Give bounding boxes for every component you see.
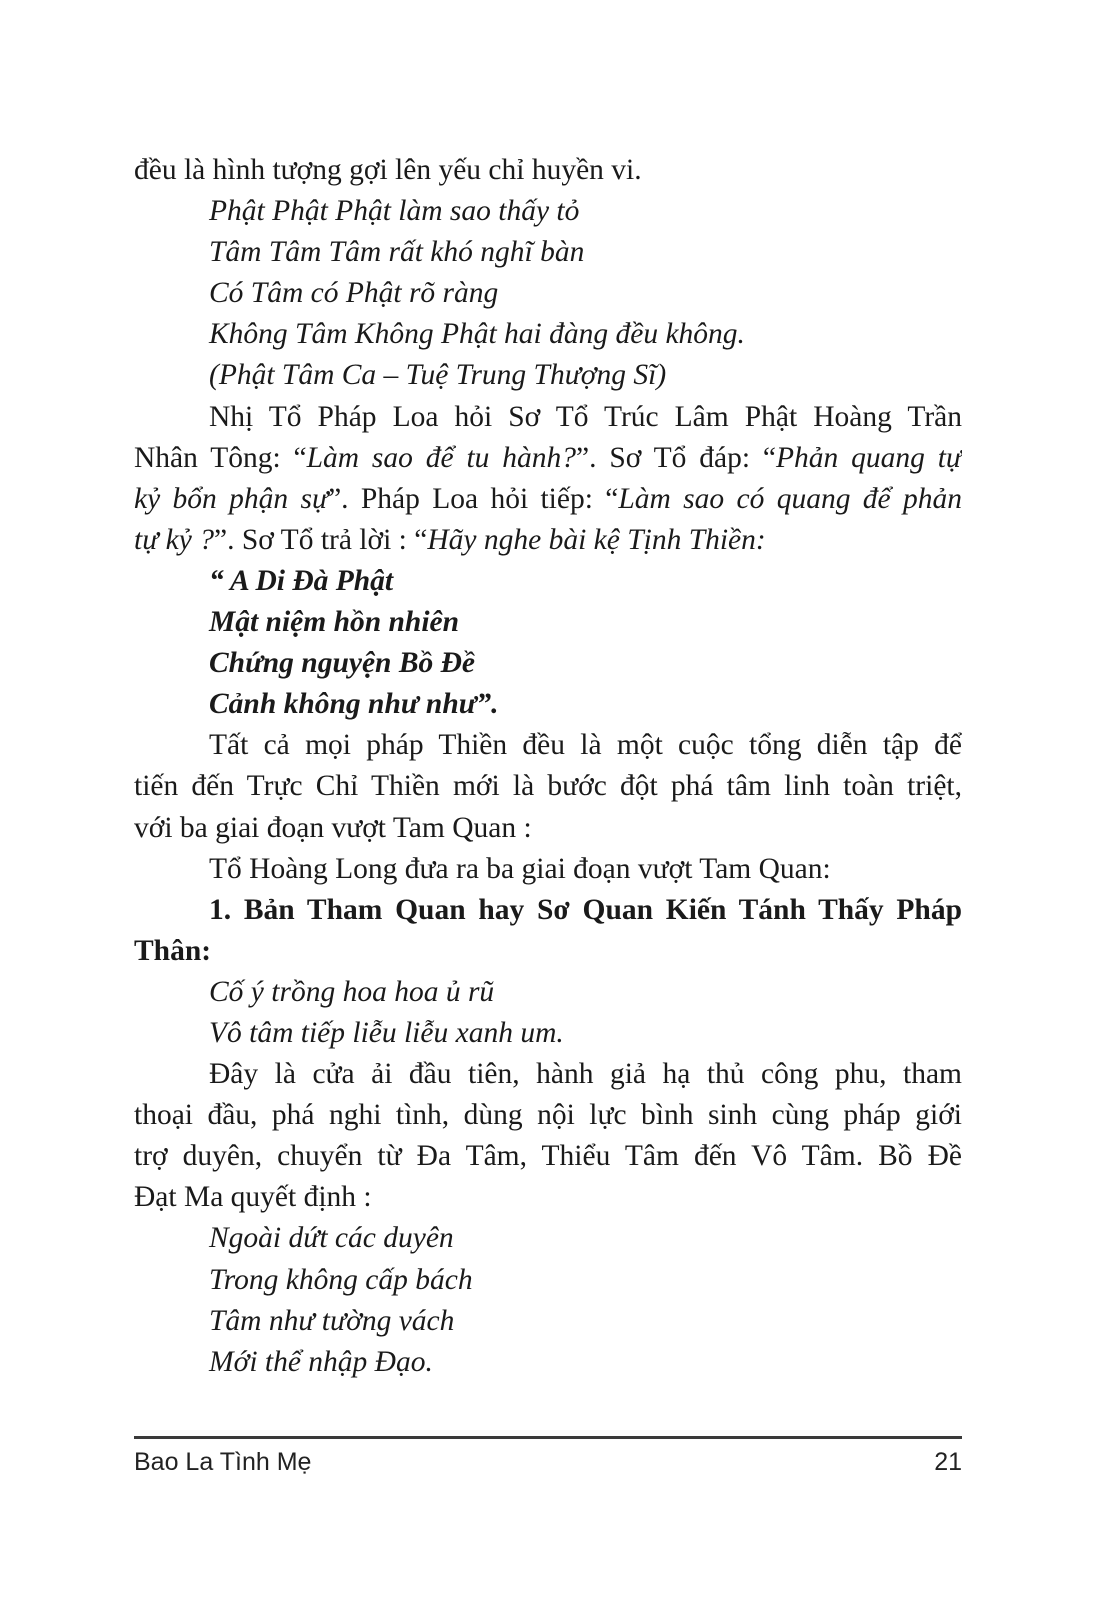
paragraph-line: Đạt Ma quyết định : <box>134 1181 372 1214</box>
page-body <box>134 150 962 1383</box>
paragraph-line <box>134 438 962 479</box>
verse-line: Trong không cấp bách <box>209 1263 473 1296</box>
quote-run: Hãy nghe bài kệ Tịnh Thiền: <box>427 523 766 556</box>
page-footer <box>134 1448 962 1477</box>
text-run: Nhân Tông: “ <box>134 441 307 474</box>
gatha-line: Chứng nguyện Bồ Đề <box>209 647 476 680</box>
page-number: 21 <box>934 1448 962 1476</box>
paragraph-line: trợ duyên, chuyển từ Đa Tâm, Thiểu Tâm đến Vô Tâm. Bồ Đề <box>134 1140 962 1173</box>
verse-line: Cố ý trồng hoa hoa ủ rũ <box>209 975 495 1008</box>
section-heading: 1. Bản Tham Quan hay Sơ Quan Kiến Tánh Thấy Pháp <box>209 893 962 926</box>
paragraph-line: Đây là cửa ải đầu tiên, hành giả hạ thủ công phu, tham <box>209 1058 962 1091</box>
verse-line: Ngoài dứt các duyên <box>209 1222 454 1255</box>
gatha-line: Mật niệm hồn nhiên <box>209 606 460 639</box>
gatha-line: “ A Di Đà Phật <box>209 564 394 597</box>
quote-run: tự kỷ ? <box>134 523 214 556</box>
verse-line: Phật Phật Phật làm sao thấy tỏ <box>209 195 580 228</box>
paragraph-line: Tất cả mọi pháp Thiền đều là một cuộc tổng diễn tập để <box>209 729 962 762</box>
quote-run: Làm sao có quang để phản <box>618 482 962 515</box>
book-title: Bao La Tình Mẹ <box>134 1448 312 1476</box>
paragraph-line <box>134 520 962 561</box>
verse-line: Có Tâm có Phật rõ ràng <box>209 277 499 310</box>
quote-run: Làm sao để tu hành? <box>306 441 576 474</box>
paragraph-line: với ba giai đoạn vượt Tam Quan : <box>134 811 532 844</box>
text-line: đều là hình tượng gợi lên yếu chỉ huyền vi. <box>134 154 642 186</box>
quote-run: Phản quang tự <box>775 441 962 474</box>
verse-line: Vô tâm tiếp liễu liễu xanh um. <box>209 1016 564 1049</box>
text-run: ”. Sơ Tổ đáp: “ <box>576 441 776 474</box>
verse-line: Tâm như tường vách <box>209 1304 455 1337</box>
verse-line: Mới thể nhập Đạo. <box>209 1345 433 1378</box>
verse-attribution: (Phật Tâm Ca – Tuệ Trung Thượng Sĩ) <box>209 359 667 392</box>
gatha-line: Cảnh không như như”. <box>209 688 499 721</box>
section-heading: Thân: <box>134 934 212 967</box>
text-run: ”. Sơ Tổ trả lời : “ <box>213 523 428 556</box>
verse-line: Không Tâm Không Phật hai đàng đều không. <box>209 318 745 351</box>
text-run: ”. Pháp Loa hỏi tiếp: “ <box>328 482 619 515</box>
footer-divider <box>134 1436 962 1439</box>
paragraph-line: Nhị Tổ Pháp Loa hỏi Sơ Tổ Trúc Lâm Phật Hoàng Trần <box>209 400 962 433</box>
quote-run: kỷ bổn phận sự <box>134 482 329 515</box>
paragraph-line: thoại đầu, phá nghi tình, dùng nội lực bình sinh cùng pháp giới <box>134 1099 962 1132</box>
verse-line: Tâm Tâm Tâm rất khó nghĩ bàn <box>209 236 585 269</box>
paragraph-line: tiến đến Trực Chỉ Thiền mới là bước đột phá tâm linh toàn triệt, <box>134 770 962 803</box>
paragraph-line <box>134 479 962 520</box>
paragraph-line: Tổ Hoàng Long đưa ra ba giai đoạn vượt Tam Quan: <box>209 852 831 885</box>
